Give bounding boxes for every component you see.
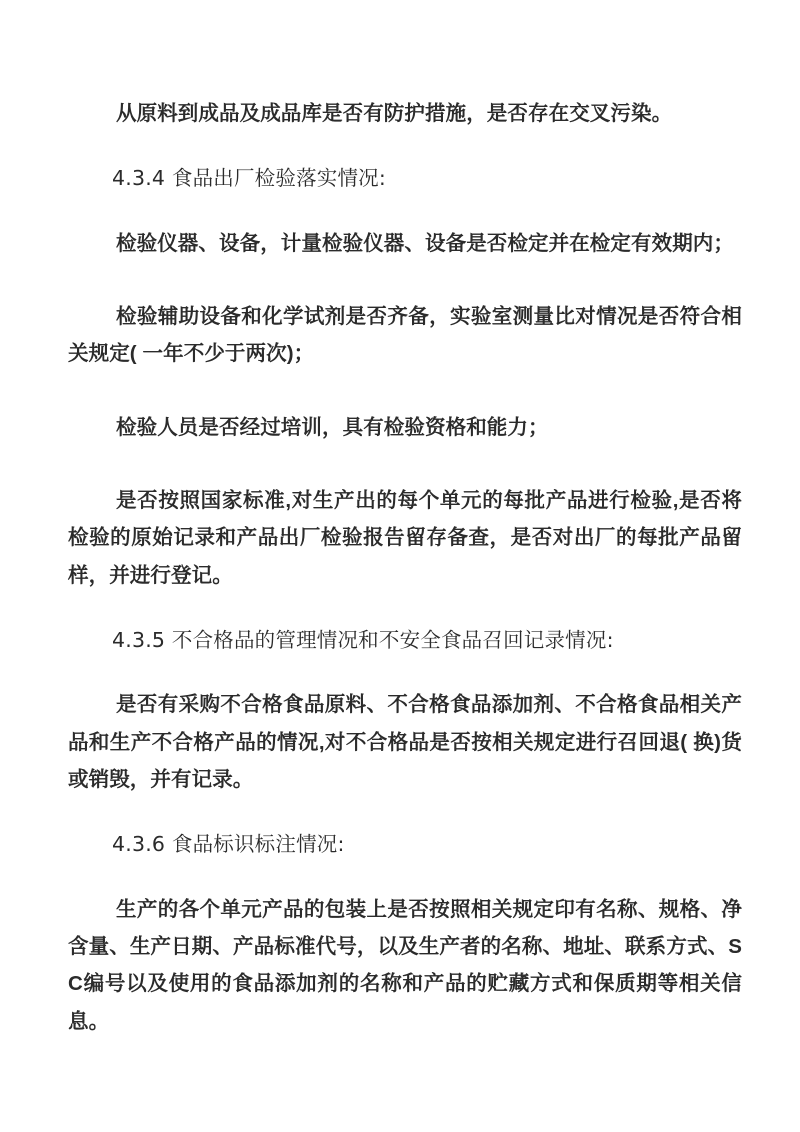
- spacer: [68, 798, 742, 834]
- paragraph-4-3-4-1: 检验仪器、设备，计量检验仪器、设备是否检定并在检定有效期内；: [116, 231, 734, 255]
- spacer: [68, 189, 742, 225]
- spacer: [68, 132, 742, 168]
- heading-4-3-6: 4.3.6 食品标识标注情况:: [112, 832, 345, 857]
- paragraph-intro: 从原料到成品及成品库是否有防护措施，是否存在交叉污染。: [116, 102, 673, 125]
- paragraph-4-3-4-3: 检验人员是否经过培训，具有检验资格和能力；: [116, 415, 549, 439]
- paragraph-4-3-4-2: 检验辅助设备和化学试剂是否齐备，实验室测量比对情况是否符合相关规定( 一年不少于两次)；: [68, 305, 742, 366]
- paragraph-4-3-4-4: 是否按照国家标准,对生产出的每个单元的每批产品进行检验,是否将检验的原始记录和产品出厂检验报告留存备查，是否对出厂的每批产品留样，并进行登记。: [68, 488, 742, 587]
- document-body: [68, 95, 742, 1040]
- spacer: [68, 855, 742, 891]
- heading-4-3-4: 4.3.4 食品出厂检验落实情况:: [112, 166, 386, 191]
- spacer: [68, 262, 742, 298]
- paragraph-4-3-6-1: 生产的各个单元产品的包装上是否按照相关规定印有名称、规格、净含量、生产日期、产品标准代号，以及生产者的名称、地址、联系方式、SC编号以及使用的食品添加剂的名称和产品的贮藏方式和保质期等相关信息。: [68, 897, 742, 1033]
- spacer: [68, 446, 742, 482]
- paragraph-4-3-5-1: 是否有采购不合格食品原料、不合格食品添加剂、不合格食品相关产品和生产不合格产品的情况,对不合格品是否按相关规定进行召回退( 换)货或销毁，并有记录。: [68, 693, 742, 791]
- spacer: [68, 650, 742, 686]
- spacer: [68, 594, 742, 630]
- heading-4-3-5: 4.3.5 不合格品的管理情况和不安全食品召回记录情况:: [112, 627, 614, 652]
- spacer: [68, 373, 742, 409]
